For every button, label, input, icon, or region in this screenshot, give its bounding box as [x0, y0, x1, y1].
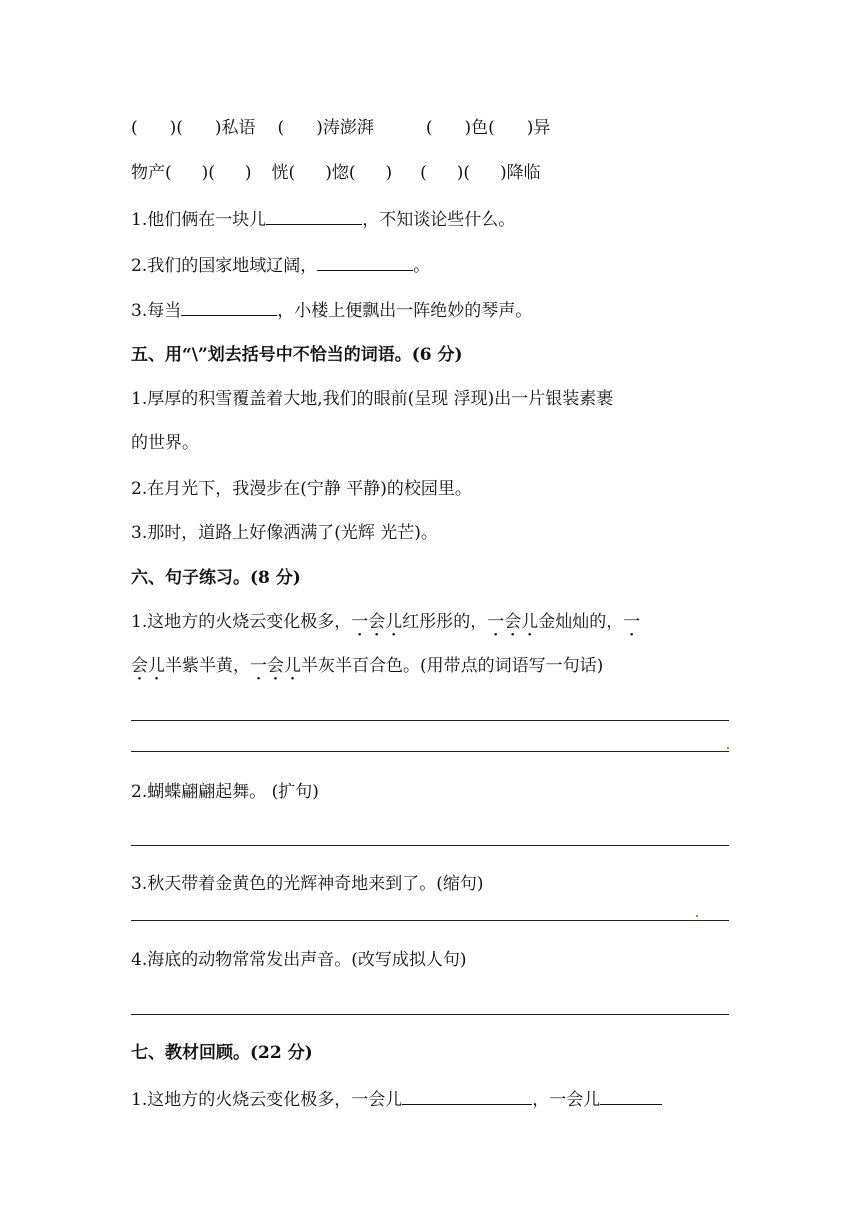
section-6-question-1-line-1 — [131, 610, 640, 634]
paren-text: )( — [456, 163, 470, 183]
section-6-question-3: 3.秋天带着金黄色的光辉神奇地来到了。(缩句) — [131, 874, 484, 894]
paren-text: )( — [201, 163, 215, 183]
question-text: 金灿灿的， — [538, 612, 624, 632]
answer-blank[interactable] — [266, 206, 362, 225]
paren-text: )色( — [464, 118, 495, 138]
fill-question-3 — [131, 297, 532, 323]
paren-text: ) — [385, 163, 393, 183]
question-text: 1.他们俩在一块儿 — [131, 210, 267, 230]
dotted-char: 儿 — [148, 656, 165, 676]
question-text: 红彤彤的， — [402, 612, 488, 632]
paren-text: )涛澎湃 — [316, 118, 374, 138]
section-6-question-1-line-2 — [131, 654, 603, 678]
dotted-char: 儿 — [521, 612, 539, 632]
section-5-question-1-cont: 的世界。 — [131, 433, 199, 453]
question-text: 。 — [413, 256, 431, 276]
section-5-title: 五、用“\”划去括号中不恰当的词语。(6 分) — [131, 345, 463, 365]
paren-text: ) — [244, 163, 252, 183]
fill-question-1 — [131, 206, 515, 232]
paren-text: ( — [420, 163, 427, 183]
answer-line[interactable] — [131, 751, 729, 752]
question-text: 半灰半百合色。(用带点的词语写一句话) — [301, 656, 604, 676]
answer-blank[interactable] — [181, 297, 277, 316]
question-text: ，不知谈论些什么。 — [362, 210, 516, 230]
paren-text: )降临 — [500, 163, 541, 183]
section-6-question-4: 4.海底的动物常常发出声音。(改写成拟人句) — [131, 950, 467, 970]
paren-text: )私语 — [214, 118, 256, 138]
question-text: ，小楼上便飘出一阵绝妙的琴声。 — [277, 301, 533, 321]
paren-text: 恍( — [271, 163, 296, 183]
answer-blank[interactable] — [317, 252, 413, 271]
answer-line[interactable] — [131, 920, 729, 921]
dotted-char: 儿 — [385, 612, 403, 632]
answer-line[interactable] — [131, 845, 729, 846]
dotted-char: 一 — [351, 612, 369, 632]
dotted-char: 会 — [131, 656, 148, 676]
paren-text: )异 — [526, 118, 551, 138]
question-text: 半紫半黄， — [165, 656, 250, 676]
answer-blank[interactable] — [402, 1086, 532, 1105]
paren-text: ( — [131, 118, 138, 138]
question-text: 1.这地方的火烧云变化极多，一会儿 — [131, 1090, 403, 1110]
section-6-question-2: 2.蝴蝶翩翩起舞。 (扩句) — [131, 782, 319, 802]
dotted-char: 一 — [487, 612, 505, 632]
question-text: 3.每当 — [131, 301, 182, 321]
fill-question-2 — [131, 252, 430, 278]
fill-row-2 — [131, 161, 541, 185]
paren-text: 物产( — [131, 163, 172, 183]
dotted-char: 一 — [623, 612, 641, 632]
section-5-question-2: 2.在月光下，我漫步在(宁静 平静)的校园里。 — [131, 479, 472, 499]
dotted-char: 会 — [267, 656, 284, 676]
scan-speck — [727, 747, 729, 749]
dotted-char: 儿 — [284, 656, 301, 676]
answer-blank[interactable] — [600, 1086, 662, 1105]
question-text: 1.这地方的火烧云变化极多， — [131, 612, 352, 632]
dotted-char: 会 — [504, 612, 522, 632]
section-6-title: 六、句子练习。(8 分) — [131, 568, 301, 588]
fill-row-1 — [131, 116, 550, 140]
section-5-question-3: 3.那时，道路上好像洒满了(光辉 光芒)。 — [131, 523, 438, 543]
section-5-question-1: 1.厚厚的积雪覆盖着大地,我们的眼前(呈现 浮现)出一片银装素裹 — [131, 389, 614, 409]
section-7-title: 七、教材回顾。(22 分) — [131, 1043, 313, 1063]
answer-line[interactable] — [131, 720, 729, 721]
paren-text: )( — [169, 118, 183, 138]
section-7-question-1 — [131, 1086, 662, 1112]
answer-line[interactable] — [131, 1014, 729, 1015]
dotted-char: 会 — [368, 612, 386, 632]
scan-speck — [696, 915, 698, 917]
question-text: ，一会儿 — [532, 1090, 601, 1110]
paren-text: )惚( — [325, 163, 356, 183]
paren-text: ( — [277, 118, 285, 138]
dotted-char: 一 — [250, 656, 267, 676]
paren-text: ( — [425, 118, 433, 138]
question-text: 2.我们的国家地域辽阔， — [131, 256, 318, 276]
